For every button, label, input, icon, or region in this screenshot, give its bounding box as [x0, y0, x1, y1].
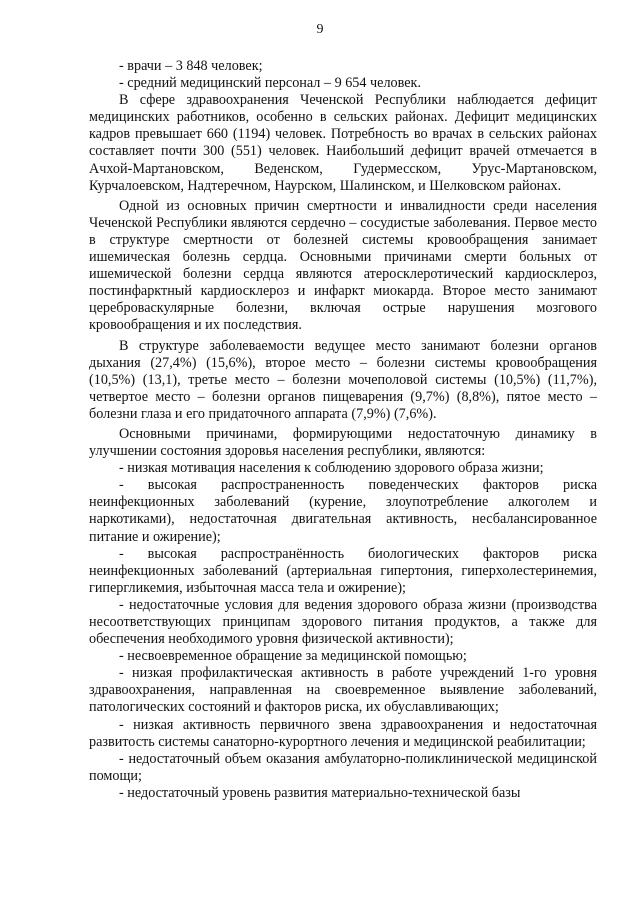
document-body	[89, 58, 597, 802]
list-item: - недостаточный объем оказания амбулаторно-поликлинической медицинской помощи;	[89, 750, 597, 784]
list-item: - несвоевременное обращение за медицинской помощью;	[119, 648, 467, 665]
list-item: - низкая профилактическая активность в работе учреждений 1-го уровня здравоохранения, направленная на своевременное выявление заболеваний, патологических состояний и факторов риска, их обуславливающих;	[89, 665, 597, 716]
page-number: 9	[316, 22, 324, 37]
paragraph: Основными причинами, формирующими недостаточную динамику в улучшении состояния здоровья населения республики, являются:	[89, 425, 597, 460]
paragraph: В структуре заболеваемости ведущее место занимают болезни органов дыхания (27,4%) (15,6%), второе место – болезни системы кровообращения (10,5%) (13,1), третье место – болезни мочеполовой системы (10,5%) (11,7%), четвертое место – болезни органов пищеварения (9,7%) (8,8%), пятое место – болезни глаза и его придаточного аппарата (7,9%) (7,6%).	[89, 337, 597, 422]
list-item: - средний медицинский персонал – 9 654 человек.	[119, 75, 421, 92]
list-item: - врачи – 3 848 человек;	[119, 58, 263, 74]
list-item: - низкая мотивация населения к соблюдению здорового образа жизни;	[119, 460, 544, 477]
list-item: - высокая распространенность поведенческих факторов риска неинфекционных заболеваний (курение, злоупотребление алкоголем и наркотиками), недостаточная двигательная активность, несбалансированное питание и ожирение);	[89, 477, 597, 545]
list-item: - недостаточные условия для ведения здорового образа жизни (производства несоответствующих принципам здорового питания продуктов, а также для обеспечения необходимого уровня физической активности);	[89, 596, 597, 648]
paragraph: В сфере здравоохранения Чеченской Республики наблюдается дефицит медицинских работников, особенно в сельских районах. Дефицит медицинских кадров превышает 660 (1194) человек. Потребность во врачах в сельских районах составляет почти 300 (551) человек. Наибольший дефицит врачей отмечается в Ачхой-Мартановском, Веденском, Гудермесском, Урус-Мартановском, Курчалоевском, Надтеречном, Наурском, Шалинском, и Шелковском районах.	[89, 92, 597, 194]
list-item: - недостаточный уровень развития материально-технической базы	[119, 784, 521, 801]
list-item: - высокая распространённость биологических факторов риска неинфекционных заболеваний (артериальная гипертония, гиперхолестеринемия, гипергликемия, избыточная масса тела и ожирение);	[89, 545, 597, 596]
list-item: - низкая активность первичного звена здравоохранения и недостаточная развитость системы санаторно-курортного лечения и медицинской реабилитации;	[89, 716, 597, 750]
paragraph: Одной из основных причин смертности и инвалидности среди населения Чеченской Республики являются сердечно – сосудистые заболевания. Первое место в структуре смертности от болезней системы кровообращения занимает ишемическая болезнь сердца. Основными причинами смерти больных от ишемической болезни сердца являются атеросклеротический кардиосклероз, постинфарктный кардиосклероз и инфаркт миокарда. Второе место занимают цереброваскулярные болезни, включая острые нарушения мозгового кровообращения и их последствия.	[89, 197, 597, 334]
